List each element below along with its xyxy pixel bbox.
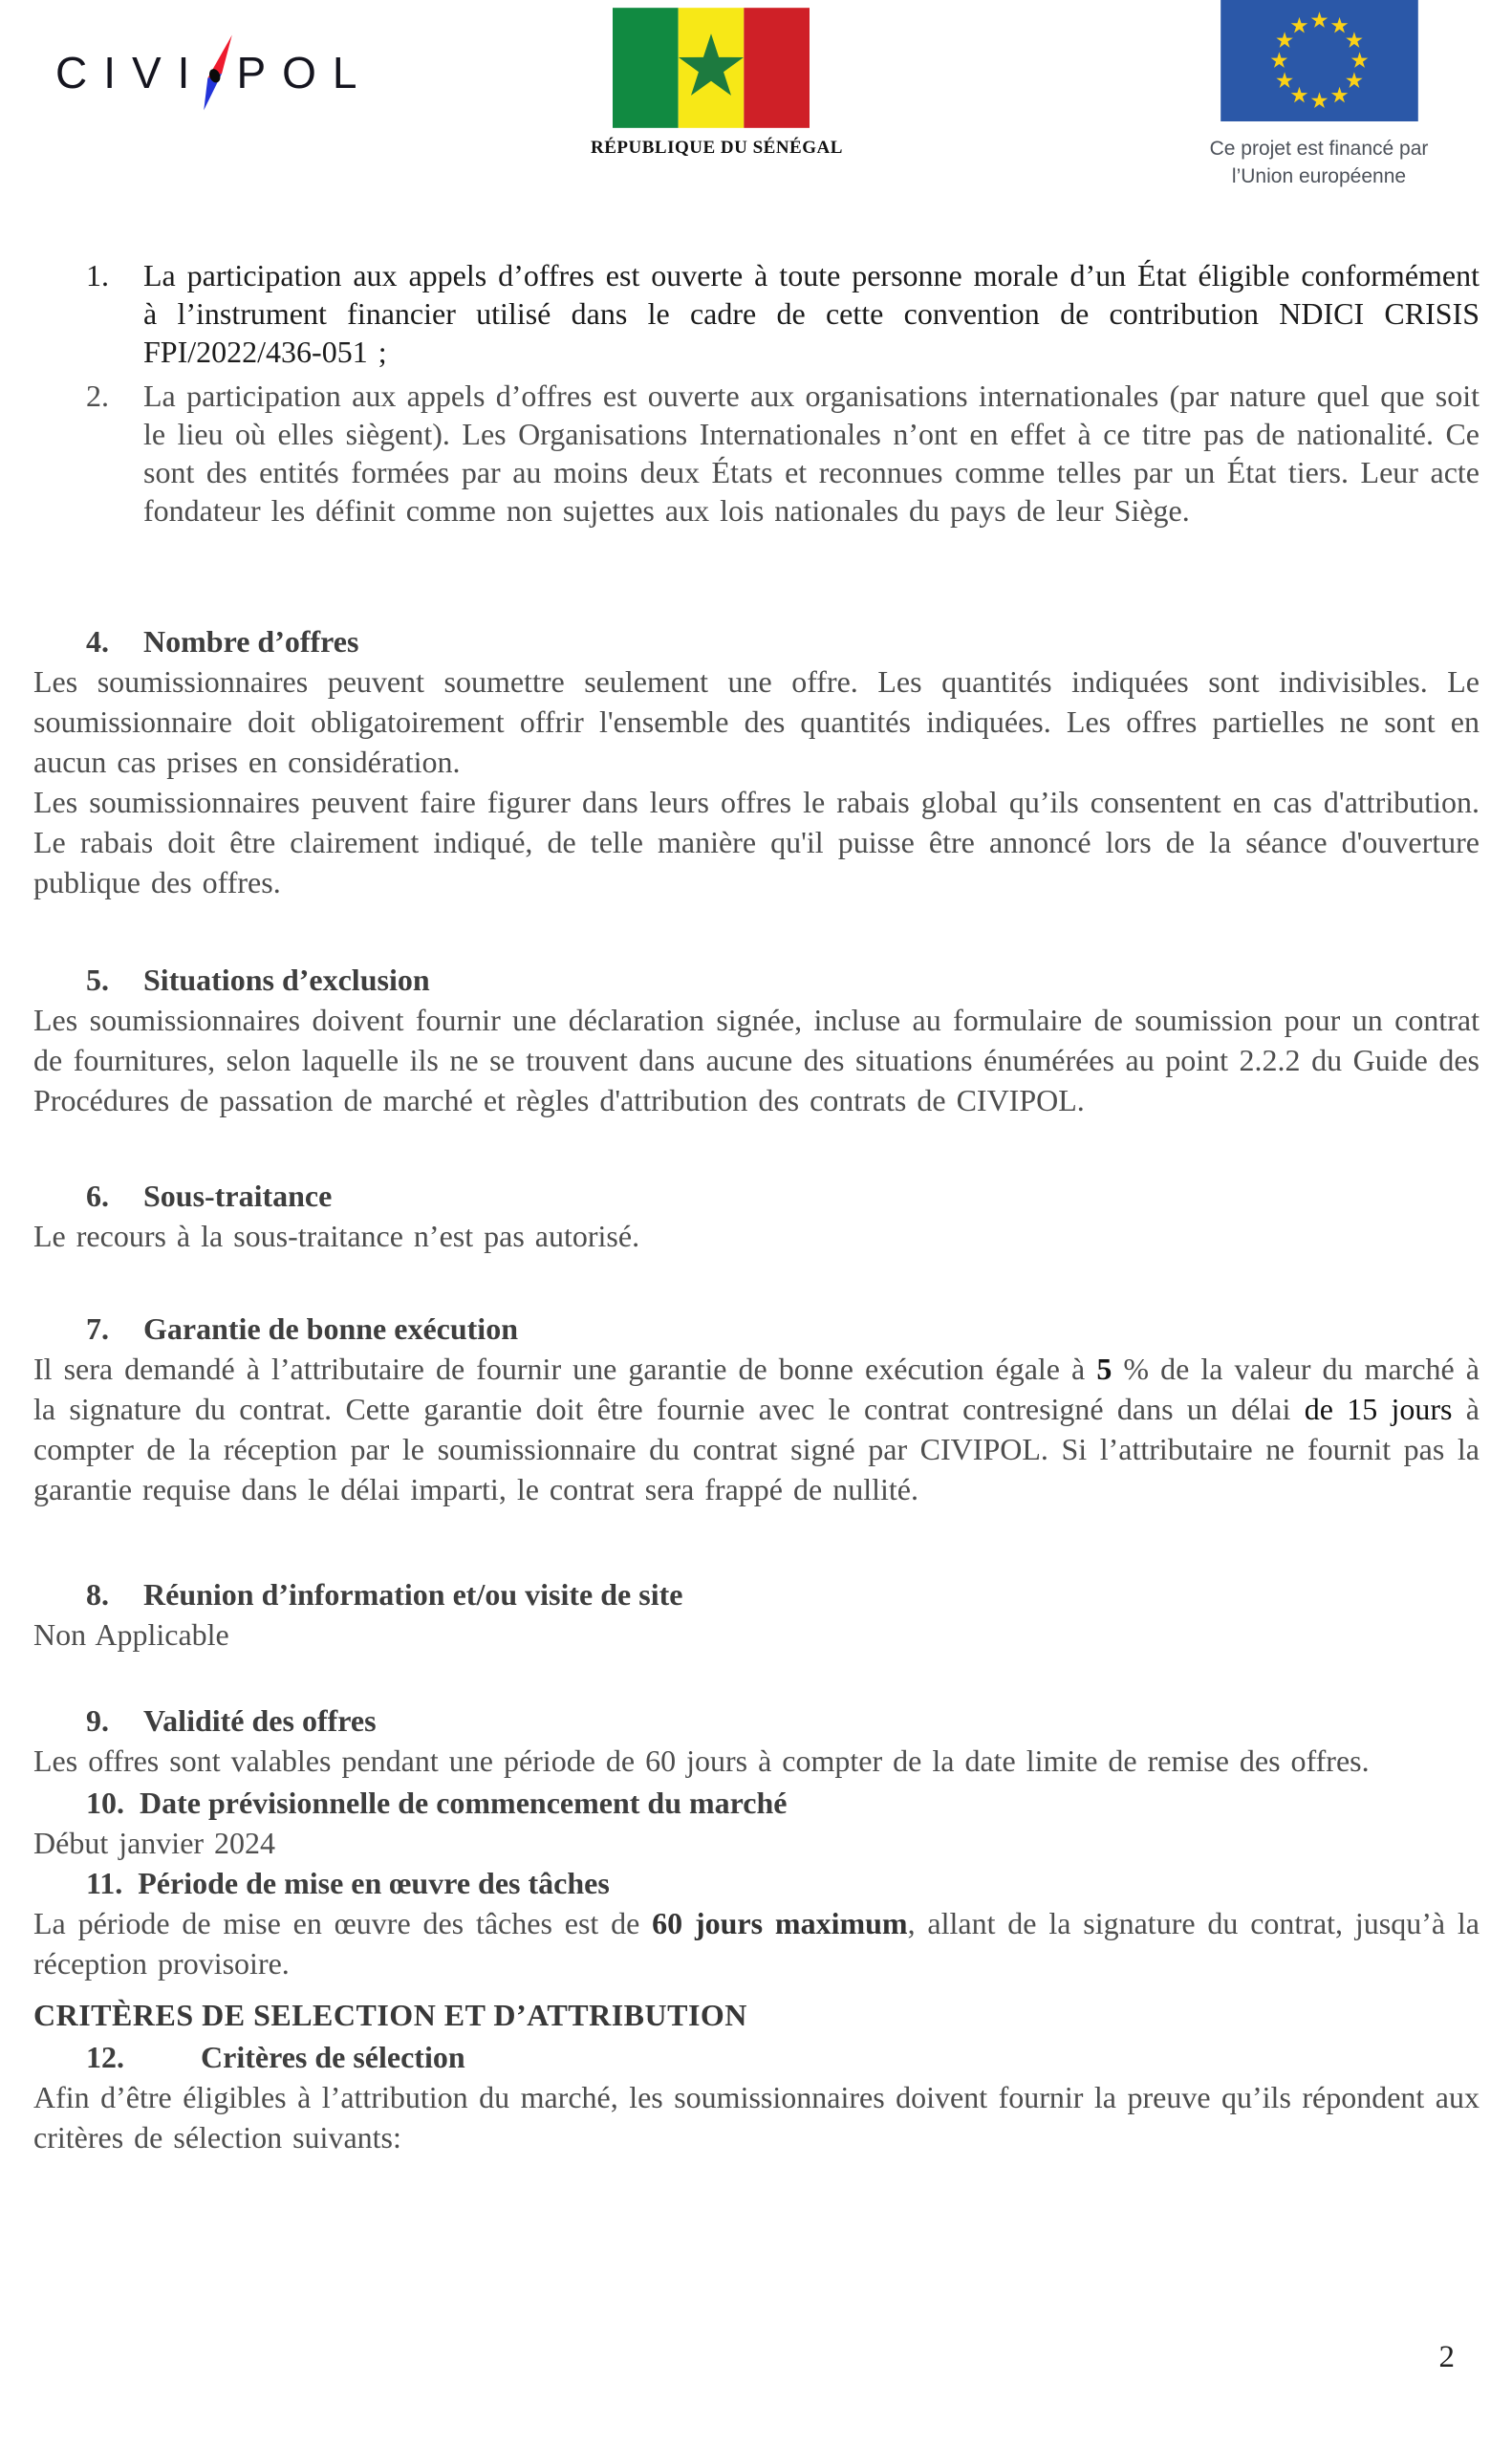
section-11-bold-duration: 60 jours maximum <box>652 1906 908 1940</box>
list-item-1-number: 1. <box>86 258 109 292</box>
section-9-number: 9. <box>86 1703 109 1738</box>
section-4-title: Nombre d’offres <box>143 624 359 659</box>
section-12-paragraph: Afin d’être éligibles à l’attribution du marché, les soumissionnaires doivent fournir la preuve qu’ils répondent aux critères de sélection suivants: <box>33 2080 1480 2155</box>
section-9-title: Validité des offres <box>143 1703 377 1738</box>
section-8 <box>33 1574 1480 1655</box>
section-11-number: 11. <box>86 1866 123 1900</box>
section-9-paragraph: Les offres sont valables pendant une période de 60 jours à compter de la date limite de remise des offres. <box>33 1743 1370 1778</box>
senegal-emblem <box>591 8 843 159</box>
section-7-text-1: Il sera demandé à l’attributaire de fournir une garantie de bonne exécution égale à <box>33 1352 1097 1386</box>
section-7-emphasis-delay: de 15 jours <box>1304 1392 1453 1426</box>
section-7-text-3: à compter de la réception par le soumissionnaire du contrat signé par CIVIPOL. Si l’attributaire ne fournit pas la garantie requise dans le délai imparti, le contrat sera frappé de nullité. <box>33 1392 1480 1506</box>
section-11-text-1: La période de mise en œuvre des tâches est de <box>33 1906 653 1940</box>
section-9 <box>33 1700 1480 1781</box>
section-8-paragraph: Non Applicable <box>33 1617 229 1652</box>
section-8-number: 8. <box>86 1577 109 1612</box>
eu-emblem <box>1197 0 1441 190</box>
senegal-flag-icon <box>613 8 810 128</box>
list-item-2 <box>33 377 1480 530</box>
document-body <box>33 256 1480 2157</box>
section-6-number: 6. <box>86 1179 109 1213</box>
section-10 <box>33 1783 1480 1863</box>
section-9-heading <box>33 1700 1480 1741</box>
section-8-title: Réunion d’information et/ou visite de site <box>143 1577 683 1612</box>
section-6-paragraph: Le recours à la sous-traitance n’est pas autorisé. <box>33 1219 640 1253</box>
eu-caption-line-2: l’Union européenne <box>1231 165 1407 187</box>
list-item-2-text: La participation aux appels d’offres est ouverte aux organisations internationales (par nature quel que soit le lieu où elles siègent). Les Organisations Internationales n’ont en effet à ce titre pas de nationalité. Ce sont des entités formées par au moins deux États et reconnues comme telles par un État tiers. Leur acte fondateur les définit comme non sujettes aux lois nationales du pays de leur Siège. <box>143 379 1480 528</box>
section-12-number: 12. <box>86 2040 124 2074</box>
civipol-compass-needle-icon <box>196 29 240 117</box>
section-5 <box>33 960 1480 1120</box>
section-7-heading <box>33 1309 1480 1349</box>
section-12 <box>33 2037 1480 2157</box>
list-item-2-number: 2. <box>86 379 109 413</box>
section-10-number: 10. <box>86 1786 124 1820</box>
section-5-number: 5. <box>86 963 109 997</box>
civipol-logo <box>55 36 374 109</box>
criteria-section-heading: CRITÈRES DE SELECTION ET D’ATTRIBUTION <box>33 1998 747 2032</box>
section-7-number: 7. <box>86 1311 109 1346</box>
section-6-title: Sous-traitance <box>143 1179 333 1213</box>
section-11-text-2: , allant de la signature du contrat, jusqu’à la réception provisoire. <box>33 1906 1480 1981</box>
eu-flag-icon <box>1220 0 1418 121</box>
section-10-heading <box>33 1783 1480 1823</box>
section-4-paragraph-1: Les soumissionnaires peuvent soumettre seulement une offre. Les quantités indiquées sont indivisibles. Le soumissionnaire doit obligatoirement offrir l'ensemble des quantités indiquées. Les offres partielles ne sont en aucun cas prises en considération. <box>33 664 1480 779</box>
section-7-paragraph <box>33 1349 1480 1509</box>
eu-funding-caption <box>1197 135 1441 190</box>
section-6 <box>33 1176 1480 1256</box>
section-5-paragraph: Les soumissionnaires doivent fournir une déclaration signée, incluse au formulaire de soumission pour un contrat de fournitures, selon laquelle ils ne se trouvent dans aucune des situations énumérées au point 2.2.2 du Guide des Procédures de passation de marché et règles d'attribution des contrats de CIVIPOL. <box>33 1003 1480 1117</box>
section-12-title: Critères de sélection <box>201 2040 465 2074</box>
section-11-paragraph <box>33 1903 1480 1983</box>
section-5-heading <box>33 960 1480 1000</box>
page-number: 2 <box>1438 2340 1455 2374</box>
section-12-heading <box>33 2037 1480 2077</box>
section-11-heading <box>33 1863 1480 1903</box>
section-6-heading <box>33 1176 1480 1216</box>
section-4-heading <box>33 621 1480 661</box>
civipol-logo-text-left: CIVI <box>55 48 206 97</box>
civipol-logo-text-right: POL <box>236 48 374 97</box>
section-10-paragraph: Début janvier 2024 <box>33 1826 276 1860</box>
section-7-bold-percentage: 5 <box>1096 1352 1112 1386</box>
section-11-title: Période de mise en œuvre des tâches <box>138 1866 610 1900</box>
section-7-title: Garantie de bonne exécution <box>143 1311 518 1346</box>
section-8-heading <box>33 1574 1480 1614</box>
document-header <box>0 0 1512 220</box>
section-4 <box>33 621 1480 902</box>
section-4-number: 4. <box>86 624 109 659</box>
section-5-title: Situations d’exclusion <box>143 963 430 997</box>
section-7-text-2: % de la valeur du marché à la signature du contrat. Cette garantie doit être fournie avec le contrat contresigné dans un délai <box>33 1352 1480 1426</box>
section-10-title: Date prévisionnelle de commencement du marché <box>140 1786 788 1820</box>
list-item-1-text: La participation aux appels d’offres est ouverte à toute personne morale d’un État éligible conformément à l’instrument financier utilisé dans le cadre de cette convention de contribution NDICI CRISIS FPI/2022/436-051 ; <box>143 258 1480 369</box>
eu-caption-line-1: Ce projet est financé par <box>1209 138 1429 160</box>
section-7 <box>33 1309 1480 1509</box>
section-11 <box>33 1863 1480 1983</box>
section-4-paragraph-2: Les soumissionnaires peuvent faire figurer dans leurs offres le rabais global qu’ils consentent en cas d'attribution. Le rabais doit être clairement indiqué, de telle manière qu'il puisse être annoncé lors de la séance d'ouverture publique des offres. <box>33 785 1480 899</box>
list-item-1 <box>33 256 1480 371</box>
senegal-caption: RÉPUBLIQUE DU SÉNÉGAL <box>591 138 843 158</box>
